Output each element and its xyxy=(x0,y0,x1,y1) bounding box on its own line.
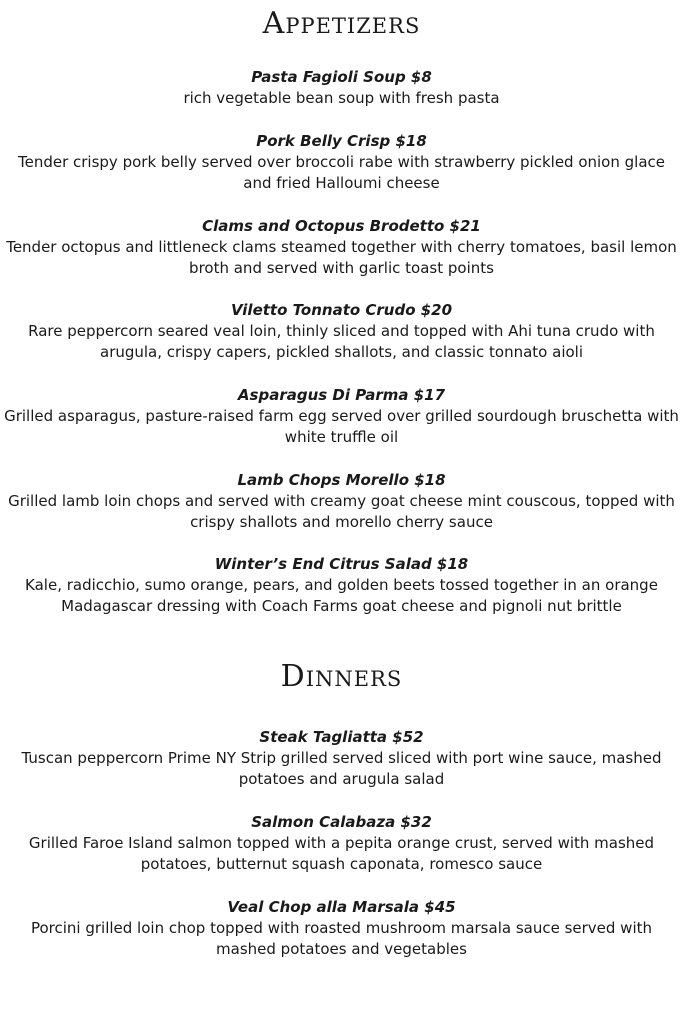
item-name: Veal Chop alla Marsala $45 xyxy=(227,898,456,916)
menu-item xyxy=(0,812,683,875)
item-description: Grilled lamb loin chops and served with creamy goat cheese mint couscous, topped with crispy shallots and morello cherry sauce xyxy=(8,492,675,531)
menu-item xyxy=(0,470,683,533)
item-description: Grilled asparagus, pasture-raised farm egg served over grilled sourdough bruschetta with white truffle oil xyxy=(4,407,679,446)
menu-item xyxy=(0,727,683,790)
item-name: Salmon Calabaza $32 xyxy=(251,813,432,831)
item-description: Tuscan peppercorn Prime NY Strip grilled served sliced with port wine sauce, mashed potatoes and arugula salad xyxy=(21,749,662,788)
item-name: Steak Tagliatta $52 xyxy=(259,728,424,746)
item-name: Clams and Octopus Brodetto $21 xyxy=(202,217,481,235)
item-description: Tender octopus and littleneck clams steamed together with cherry tomatoes, basil lemon broth and served with garlic toast points xyxy=(6,238,677,277)
menu-item xyxy=(0,67,683,109)
menu-item xyxy=(0,131,683,194)
menu-item xyxy=(0,897,683,960)
item-description: Kale, radicchio, sumo orange, pears, and golden beets tossed together in an orange Madagascar dressing with Coach Farms goat cheese and pignoli nut brittle xyxy=(25,576,658,615)
item-name: Pork Belly Crisp $18 xyxy=(256,132,427,150)
item-name: Lamb Chops Morello $18 xyxy=(237,471,446,489)
appetizers-heading: Appetizers xyxy=(262,6,421,41)
menu-item xyxy=(0,300,683,363)
item-name: Winter’s End Citrus Salad $18 xyxy=(214,555,469,573)
item-name: Pasta Fagioli Soup $8 xyxy=(251,68,432,86)
dinners-heading: Dinners xyxy=(280,659,403,694)
item-name: Asparagus Di Parma $17 xyxy=(237,386,446,404)
menu-item xyxy=(0,554,683,617)
menu-item xyxy=(0,385,683,448)
item-name: Viletto Tonnato Crudo $20 xyxy=(230,301,453,319)
menu-item xyxy=(0,216,683,279)
item-description: Rare peppercorn seared veal loin, thinly sliced and topped with Ahi tuna crudo with arugula, crispy capers, pickled shallots, and classic tonnato aioli xyxy=(28,322,655,361)
item-description: Porcini grilled loin chop topped with roasted mushroom marsala sauce served with mashed potatoes and vegetables xyxy=(30,919,653,958)
item-description: rich vegetable bean soup with fresh pasta xyxy=(183,89,500,107)
item-description: Grilled Faroe Island salmon topped with a pepita orange crust, served with mashed potatoes, butternut squash caponata, romesco sauce xyxy=(28,834,655,873)
item-description: Tender crispy pork belly served over broccoli rabe with strawberry pickled onion glace and fried Halloumi cheese xyxy=(17,153,665,192)
